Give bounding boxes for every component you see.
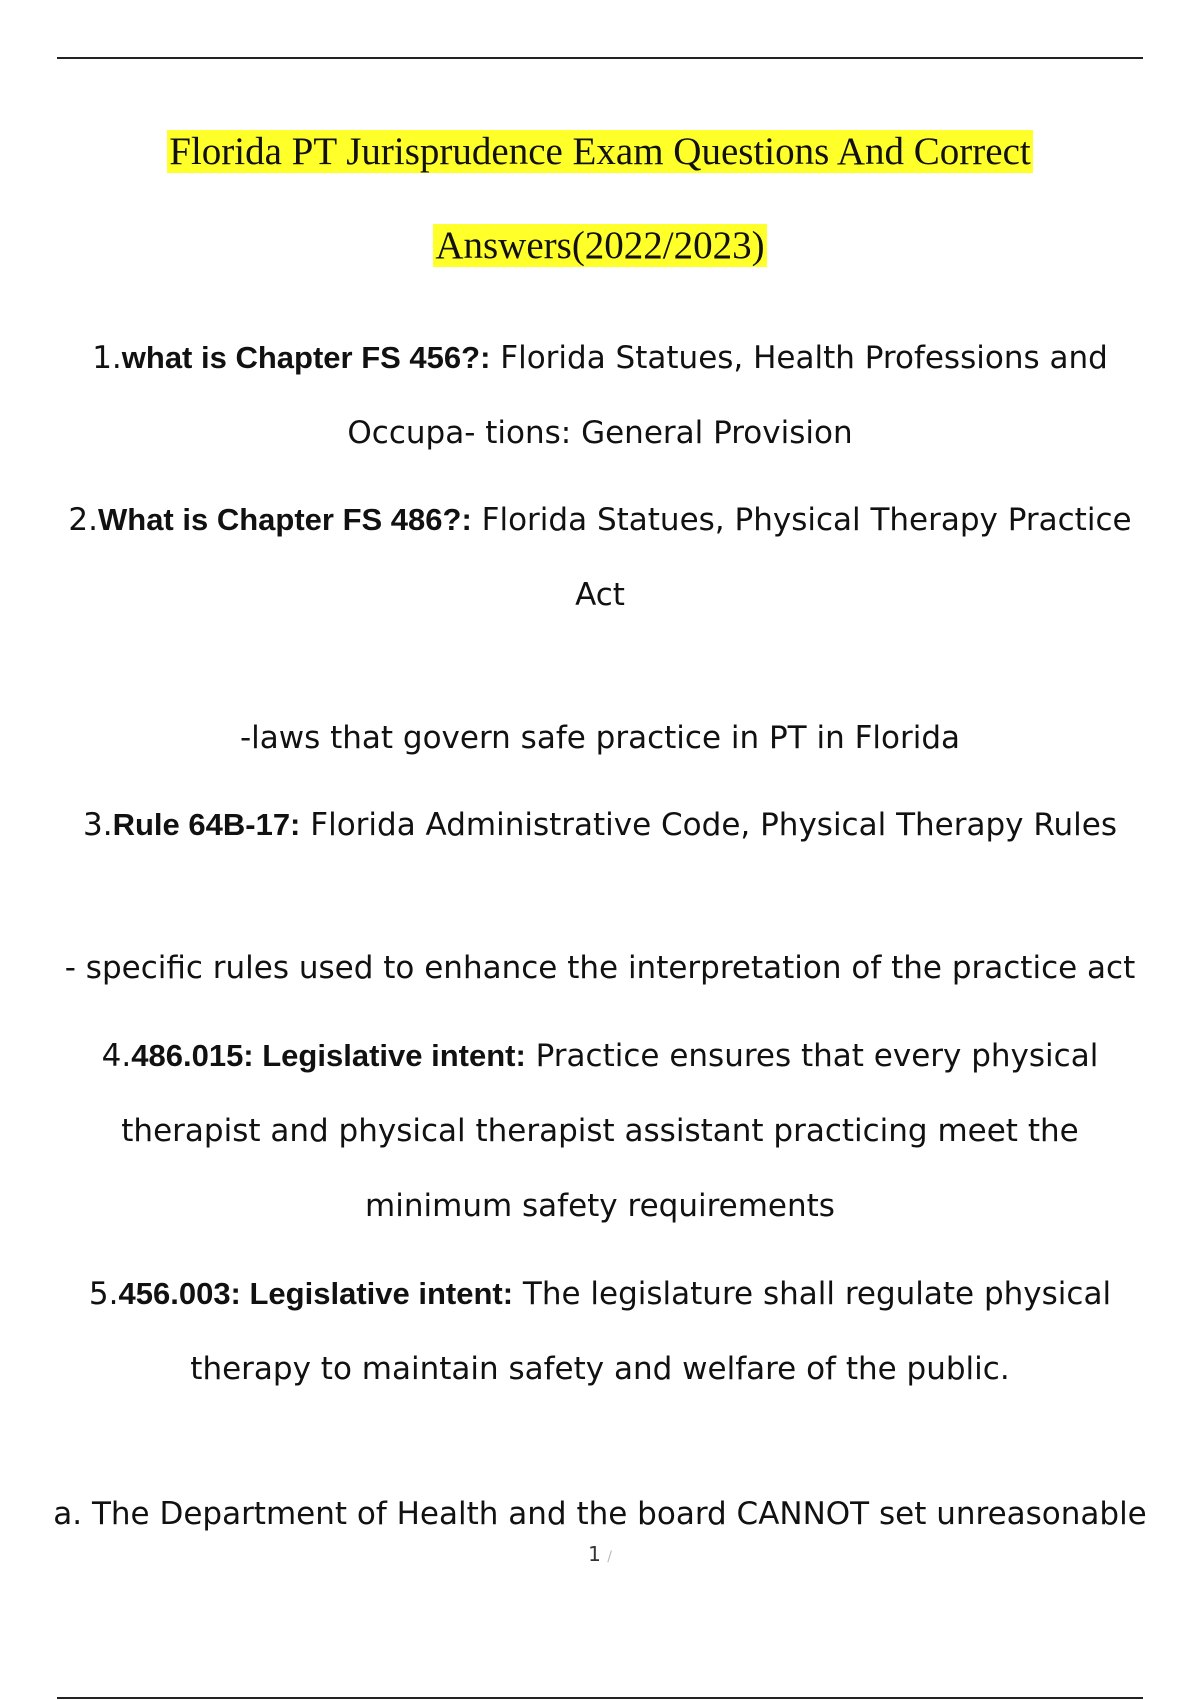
item-1-line-1 [0, 338, 1200, 378]
document-title-line-2 [0, 222, 1200, 270]
item-3-answer-part-1: Florida Administrative Code, Physical Therapy Rules [300, 807, 1117, 843]
item-4-line-1 [0, 1036, 1200, 1076]
item-2-answer-part-1: Florida Statues, Physical Therapy Practice [471, 502, 1132, 538]
item-1-number: 1. [92, 340, 122, 376]
item-4-number: 4. [101, 1038, 132, 1074]
item-5-line-1 [0, 1274, 1200, 1314]
item-3-number: 3. [83, 807, 113, 843]
item-5-question: 456.003: Legislative intent: [118, 1276, 514, 1311]
item-1-answer-part-1: Florida Statues, Health Professions and [490, 340, 1108, 376]
item-1-question: what is Chapter FS 456?: [121, 340, 491, 375]
item-5-line-3: a. The Department of Health and the board CANNOT set unreasonable [53, 1496, 1147, 1532]
item-2-number: 2. [68, 502, 98, 538]
bottom-divider [57, 1697, 1143, 1699]
title-highlight-1: Florida PT Jurisprudence Exam Questions And Correct [169, 130, 1031, 173]
item-4-line-3: minimum safety requirements [365, 1188, 835, 1224]
document-title-line-1 [0, 128, 1200, 176]
item-3-line-1 [0, 805, 1200, 845]
item-5-answer-part-1: The legislature shall regulate physical [513, 1276, 1112, 1312]
item-5-line-2: therapy to maintain safety and welfare of the public. [190, 1351, 1010, 1387]
item-4-question: 486.015: Legislative intent: [131, 1038, 526, 1073]
page-number [0, 1542, 1200, 1569]
item-1-line-2: Occupa- tions: General Provision [347, 415, 853, 451]
item-4-line-2: therapist and physical therapist assistant practicing meet the [121, 1113, 1079, 1149]
top-divider [57, 57, 1143, 59]
item-3-question: Rule 64B-17: [112, 807, 301, 842]
item-5-number: 5. [88, 1276, 119, 1312]
title-highlight-2: Answers(2022/2023) [435, 224, 765, 267]
item-2-line-2: Act [575, 577, 625, 613]
item-3-line-2: - specific rules used to enhance the interpretation of the practice act [64, 950, 1136, 986]
item-2-question: What is Chapter FS 486?: [98, 502, 472, 537]
page-number-separator: / [607, 1549, 612, 1565]
item-2-line-1 [0, 500, 1200, 540]
page-number-value: 1 [588, 1542, 601, 1566]
item-4-answer-part-1: Practice ensures that every physical [525, 1038, 1099, 1074]
item-2-line-3: -laws that govern safe practice in PT in Florida [239, 720, 961, 756]
